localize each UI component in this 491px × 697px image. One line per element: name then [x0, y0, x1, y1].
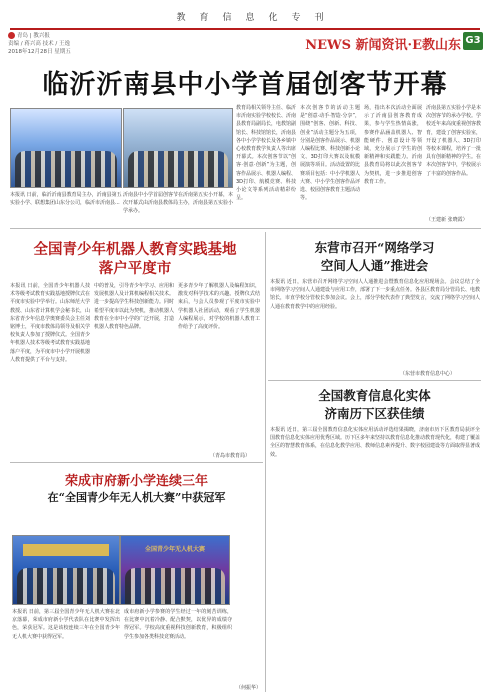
lead-byline: （王建新 张晓霞） [426, 217, 468, 223]
page-number: G3 [463, 32, 483, 50]
photo-crowd [125, 568, 225, 604]
top-rule [10, 28, 480, 30]
story5-photo-1 [12, 535, 120, 605]
divider [10, 462, 263, 463]
story5-headline-line2: 在“全国青少年无人机大赛”中获冠军 [47, 491, 226, 504]
photo-stage-banner [23, 544, 109, 556]
story4-headline-line2: 济南历下区获佳绩 [324, 406, 425, 421]
masthead [8, 32, 483, 56]
photo-crowd [17, 568, 115, 604]
date-info: 2018年12月28日 星期五 [8, 49, 71, 55]
story4-body: 本报讯 近日，第三届全国教育信息化实体应用活动评选结果揭晓，济南市历下区教育局获评全国教育信息化实体应用优秀区域。历下区多年来坚持以教育信息化推动教育现代化，构建了覆盖全区的智慧教育体系，在信息化教学应用、教师信息素养提升、数字校园建设等方面取得显著成效。 [270, 427, 480, 458]
lead-body-col2: 本次创客节的活动主题是“创意·动手·智造·分享”，围绕“创客、创新、科技、创业”活动主题分为五项，分别是创客作品展示、机器人编程比赛、科技创新小论文、3D打印大赛以及航模展演等项目。活动设置的比赛项目包括：中小学机器人大赛、中小学生创客作品评选、校园创客教育主题活动等。 [300, 105, 360, 202]
paper-logo-icon [8, 32, 15, 39]
divider [268, 380, 481, 381]
photo-stage-banner: 全国青少年无人机大赛 [144, 546, 205, 553]
story2-body-col3: 更多青少年了解机器人及编程知识，激发对科学技术的兴趣。授牌仪式结束后，与会人员参观了平度市实验中学机器人社团活动，观看了学生机器人编程展示，对学校的机器人教育工作给予了高度评价。 [178, 283, 260, 331]
story5-photo-2 [120, 535, 230, 605]
lead-photo-2-caption: 沂南县中小学首届创客节在沂南第五实小开幕，本次开幕式由沂南县教体局主办，沂南县第五实验小学承办。 [123, 192, 234, 214]
story5-headline-line1: 荣成市府新小学连续三年 [64, 474, 208, 489]
story2-headline-line2: 落户平度市 [98, 260, 172, 277]
edition-info: 责编 / 蒋兴高 技术 / 王逸 [8, 41, 70, 47]
story5-body-col2: 成市府新小学参赛的学生经过一年的刻苦训练，在比赛中沉着冷静、配合默契，以优异的成绩夺得冠军。学校高度重视科技创新教育，积极组织学生参加各类科技竞赛活动。 [124, 609, 232, 640]
masthead-left [8, 32, 71, 56]
story2-body-col1: 本报讯 日前，全国青少年机器人技术等级考试教育实践基地授牌仪式在平度市实验中学举行。山东师范大学教授、山东省计算机学会秘书长，山东省青少年信息学奥赛委员会主任刘铭博士，平度市教体局领导及相关学校负责人参加了授牌仪式。全国青少年机器人技术等级考试教育实践基地落户平度，为平度市中小学开展机器人教育提供了平台与支持。 [10, 283, 90, 363]
lead-photo-2 [123, 108, 233, 188]
story5-body-col1: 本报讯 日前，第三届全国青少年无人机大赛在北京落幕，荣成市府新小学代表队在比赛中发挥出色，荣获冠军。这是该校连续三年在全国青少年无人机大赛中获得冠军。 [12, 609, 120, 640]
series-title: 教育信息化专刊 [176, 13, 338, 23]
lead-headline: 临沂沂南县中小学首届创客节开幕 [42, 70, 448, 100]
column-divider [265, 232, 266, 692]
story2-byline: （青岛市教育局） [210, 453, 251, 459]
story3-headline-line1: 东营市召开“网络学习 [314, 240, 435, 255]
lead-body-col1: 教育局相关领导主任、临沂市沂南实验学校校长、沂南县教育局副局长，电教馆副馆长、科技馆馆长，沂南县各中小学学校长及各乡镇中心校教育教学负责人等出席开幕式。本次创客节以“创客·创意·创新”为主题，创客作品展示、机器人编程、3D打印、航模竞赛、科技小论文等系列活动精彩纷呈。 [236, 105, 296, 202]
photo-crowd [128, 151, 228, 187]
story4-headline-line1: 全国教育信息化实体 [318, 388, 431, 403]
story5-byline: （何振华） [236, 685, 262, 691]
story3-byline: （东营市教育信息中心） [400, 371, 456, 377]
story2-body-col2: 中的普及，引导青少年学习、应用和发展机器人及计算机编程相关技术。进一步提高学生科技创新能力。同时希望平度市以此为契机，推动机器人教育在全市中小学的广泛开展，打造机器人教育特色品牌。 [94, 283, 174, 331]
photo-crowd [15, 151, 117, 187]
story3-headline-line2: 空间人人通”推进会 [320, 258, 429, 273]
paper-name: 青岛 | 教兴报 [17, 33, 50, 39]
lead-body-col3: 场，指出本次活动全面展示了沂南县创客教育成果，参与学生热情高涨，参赛作品涵盖机器人、智能硬件、创意设计等领域，充分展示了学生的创新精神和实践能力。沂南县教育局将以此次创客节为契机，进一步推进创客教育工作。 [364, 105, 422, 185]
story3-body: 本报讯 近日，东营市召开网络学习空间人人通推进会暨教育信息化应用现场会。会议总结了全市网络学习空间人人通建设与应用工作，部署了下一步重点任务。各县区教育局分管局长、电教馆长，市直学校分管校长参加会议。会上，部分学校代表作了典型发言，交流了网络学习空间人人通在教育教学中的应用经验。 [270, 279, 480, 310]
lead-photo-1 [10, 108, 122, 188]
section-title: NEWS 新闻资讯·E教山东 [305, 38, 461, 53]
story2-headline-line1: 全国青少年机器人教育实践基地 [33, 241, 237, 258]
divider [10, 228, 481, 229]
top-strip [0, 0, 491, 30]
lead-body-col4: 沂南县第五实验小学是本次创客节的承办学校。学校近年来高度重视创客教育，建设了创客实验室，开设了机器人、3D打印等校本课程，培养了一批具有创新精神的学生。在本次创客节中，学校展示了丰富的创客作品。 [426, 105, 481, 177]
lead-photo-1-caption: 本报讯 日前，临沂沂南县教育局主办，沂南县第五实验小学、联想集团山东分公司，临沂市沂南县... [10, 192, 122, 206]
